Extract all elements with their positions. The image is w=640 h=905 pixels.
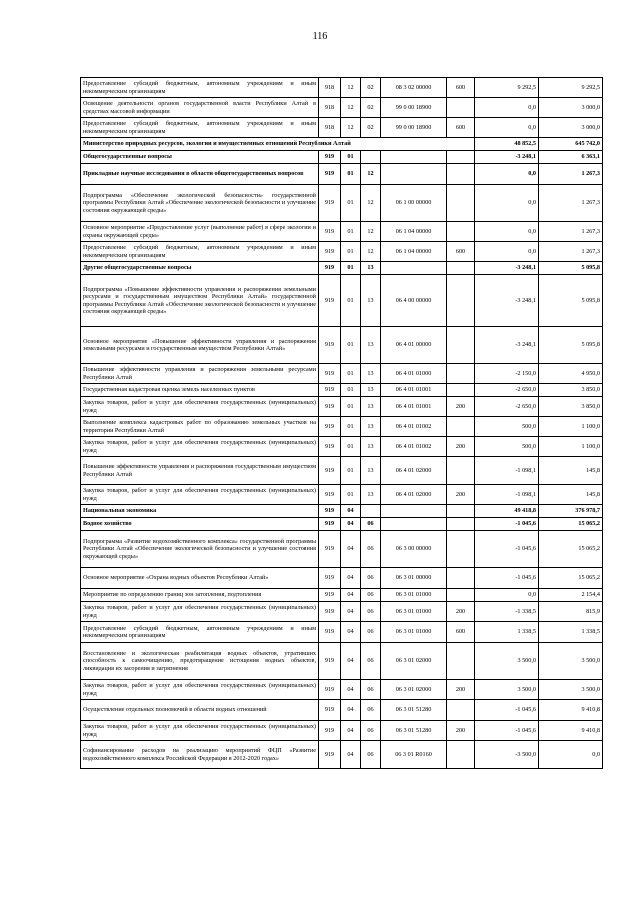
cell-vr: 200 xyxy=(447,680,475,700)
cell-name: Повышение эффективности управления и распоряжения земельными ресурсами Республики Алтай xyxy=(81,364,319,384)
cell-pr xyxy=(361,151,381,164)
cell-cs xyxy=(381,151,447,164)
cell-rz: 01 xyxy=(341,164,361,185)
cell-gr: 919 xyxy=(319,457,341,485)
cell-gr: 919 xyxy=(319,242,341,262)
cell-pr: 13 xyxy=(361,417,381,437)
cell-rz: 04 xyxy=(341,741,361,769)
cell-s1: -3 248,1 xyxy=(475,262,539,275)
cell-name: Другие общегосударственные вопросы xyxy=(81,262,319,275)
cell-s1: 3 500,0 xyxy=(475,680,539,700)
cell-pr: 13 xyxy=(361,262,381,275)
table-row xyxy=(81,680,603,700)
cell-pr: 12 xyxy=(361,222,381,242)
cell-name: Предоставление субсидий бюджетным, автономным учреждениям и иным некоммерческим организациям xyxy=(81,242,319,262)
cell-rz: 01 xyxy=(341,457,361,485)
cell-gr: 919 xyxy=(319,397,341,417)
cell-cs: 06 4 01 01001 xyxy=(381,397,447,417)
cell-s1: -1 045,6 xyxy=(475,568,539,589)
cell-s2: 1 267,3 xyxy=(539,222,603,242)
table-row xyxy=(81,164,603,185)
cell-vr xyxy=(447,643,475,680)
cell-cs: 06 3 01 01000 xyxy=(381,589,447,602)
cell-pr: 06 xyxy=(361,622,381,643)
cell-s2: 4 950,0 xyxy=(539,364,603,384)
cell-vr: 200 xyxy=(447,721,475,741)
cell-gr: 919 xyxy=(319,568,341,589)
cell-gr: 919 xyxy=(319,417,341,437)
table-row xyxy=(81,485,603,505)
cell-s1: 0,0 xyxy=(475,98,539,118)
cell-gr: 919 xyxy=(319,721,341,741)
cell-cs: 06 3 01 R0160 xyxy=(381,741,447,769)
cell-cs: 06 4 01 00000 xyxy=(381,327,447,364)
table-row xyxy=(81,397,603,417)
cell-pr: 06 xyxy=(361,643,381,680)
cell-cs: 06 1 04 00000 xyxy=(381,242,447,262)
cell-name: Подпрограмма «Повышение эффективности управления и распоряжения земельными ресурсами и государственным имуществом Республики Алтай» государственной программы Республики Алтай «Обеспечение экологической безопасности и улучшение состояния окружающей среды» xyxy=(81,275,319,327)
cell-s1: 0,0 xyxy=(475,589,539,602)
cell-pr: 13 xyxy=(361,275,381,327)
table-row xyxy=(81,518,603,531)
cell-vr xyxy=(447,98,475,118)
cell-vr xyxy=(447,518,475,531)
cell-gr: 919 xyxy=(319,384,341,397)
cell-name: Осуществление отдельных полномочий в области водных отношений xyxy=(81,700,319,721)
cell-s2: 9 410,8 xyxy=(539,721,603,741)
cell-vr: 600 xyxy=(447,78,475,98)
table-row xyxy=(81,505,603,518)
cell-name: Основное мероприятие «Предоставление услуг (выполнение работ) в сфере экологии и охраны окружающей среды» xyxy=(81,222,319,242)
table-row xyxy=(81,151,603,164)
cell-rz: 04 xyxy=(341,589,361,602)
cell-name: Подпрограмма «Обеспечение экологической безопасности» государственной программы Республики Алтай «Обеспечение экологической безопасности и улучшение состояния окружающей среды» xyxy=(81,185,319,222)
cell-cs: 06 4 01 01001 xyxy=(381,384,447,397)
cell-name: Государственная кадастровая оценка земель населенных пунктов xyxy=(81,384,319,397)
cell-pr: 12 xyxy=(361,164,381,185)
cell-s1: -2 650,0 xyxy=(475,384,539,397)
cell-s1: 9 292,5 xyxy=(475,78,539,98)
cell-s2: 0,0 xyxy=(539,741,603,769)
cell-cs: 06 4 01 01000 xyxy=(381,364,447,384)
cell-name: Прикладные научные исследования в области общегосударственных вопросов xyxy=(81,164,319,185)
cell-cs: 06 3 01 02000 xyxy=(381,643,447,680)
cell-pr: 13 xyxy=(361,437,381,457)
cell-name: Закупка товаров, работ и услуг для обеспечения государственных (муниципальных) нужд xyxy=(81,485,319,505)
table-row xyxy=(81,417,603,437)
table-row xyxy=(81,589,603,602)
cell-s2: 1 267,3 xyxy=(539,164,603,185)
cell-cs: 06 4 01 01002 xyxy=(381,437,447,457)
cell-rz: 01 xyxy=(341,275,361,327)
cell-s1: -1 045,6 xyxy=(475,518,539,531)
cell-s2: 6 363,1 xyxy=(539,151,603,164)
cell-cs: 08 3 02 00000 xyxy=(381,78,447,98)
cell-gr: 919 xyxy=(319,602,341,622)
table-row xyxy=(81,364,603,384)
cell-pr: 12 xyxy=(361,185,381,222)
cell-cs: 06 3 00 00000 xyxy=(381,531,447,568)
cell-cs: 06 1 04 00000 xyxy=(381,222,447,242)
cell-rz: 01 xyxy=(341,327,361,364)
cell-cs: 06 3 01 01000 xyxy=(381,622,447,643)
cell-cs: 06 3 01 51280 xyxy=(381,700,447,721)
cell-s2: 145,8 xyxy=(539,485,603,505)
table-body xyxy=(81,78,603,769)
cell-pr: 06 xyxy=(361,531,381,568)
table-row xyxy=(81,242,603,262)
cell-name: Предоставление субсидий бюджетным, автономным учреждениям и иным некоммерческим организациям xyxy=(81,78,319,98)
cell-pr: 12 xyxy=(361,242,381,262)
cell-rz: 04 xyxy=(341,518,361,531)
cell-s2: 3 500,0 xyxy=(539,680,603,700)
cell-gr: 919 xyxy=(319,518,341,531)
cell-vr xyxy=(447,164,475,185)
table-row xyxy=(81,384,603,397)
cell-name: Водное хозяйство xyxy=(81,518,319,531)
cell-s2: 1 100,0 xyxy=(539,437,603,457)
cell-gr: 919 xyxy=(319,164,341,185)
cell-vr xyxy=(447,262,475,275)
cell-cs: 06 3 01 02000 xyxy=(381,680,447,700)
table-row xyxy=(81,222,603,242)
cell-s2: 645 742,0 xyxy=(539,138,603,151)
cell-rz: 01 xyxy=(341,417,361,437)
cell-s2: 1 267,3 xyxy=(539,185,603,222)
page-number: 116 xyxy=(312,31,328,42)
cell-s1: 0,0 xyxy=(475,185,539,222)
cell-cs: 99 0 00 18900 xyxy=(381,118,447,138)
cell-pr: 13 xyxy=(361,485,381,505)
cell-s2: 2 154,4 xyxy=(539,589,603,602)
cell-gr: 919 xyxy=(319,364,341,384)
cell-cs xyxy=(381,164,447,185)
table-row xyxy=(81,700,603,721)
table-row xyxy=(81,185,603,222)
cell-rz: 12 xyxy=(341,78,361,98)
cell-vr xyxy=(447,741,475,769)
cell-s2: 1 267,3 xyxy=(539,242,603,262)
cell-gr: 919 xyxy=(319,485,341,505)
cell-s1: 0,0 xyxy=(475,222,539,242)
table-row xyxy=(81,275,603,327)
cell-s1: 500,0 xyxy=(475,417,539,437)
cell-name: Национальная экономика xyxy=(81,505,319,518)
cell-gr: 919 xyxy=(319,327,341,364)
cell-cs: 06 1 00 00000 xyxy=(381,185,447,222)
cell-rz: 04 xyxy=(341,531,361,568)
cell-vr xyxy=(447,700,475,721)
cell-rz: 12 xyxy=(341,118,361,138)
cell-pr: 13 xyxy=(361,327,381,364)
cell-rz: 01 xyxy=(341,185,361,222)
cell-s2: 5 095,8 xyxy=(539,262,603,275)
cell-pr: 13 xyxy=(361,397,381,417)
cell-s2: 145,8 xyxy=(539,457,603,485)
cell-name: Общегосударственные вопросы xyxy=(81,151,319,164)
cell-gr: 919 xyxy=(319,531,341,568)
cell-name: Восстановление и экологическая реабилитация водных объектов, утративших способность к самоочищению, предотвращение истощения водных объектов, ликвидация их засорения и загрязнения xyxy=(81,643,319,680)
cell-vr: 600 xyxy=(447,118,475,138)
cell-s1: -3 248,1 xyxy=(475,275,539,327)
cell-s2: 5 095,8 xyxy=(539,327,603,364)
cell-s1: 0,0 xyxy=(475,164,539,185)
table-row xyxy=(81,721,603,741)
cell-vr: 600 xyxy=(447,622,475,643)
cell-pr: 13 xyxy=(361,457,381,485)
cell-pr: 06 xyxy=(361,602,381,622)
cell-gr: 918 xyxy=(319,78,341,98)
cell-s1: 1 338,5 xyxy=(475,622,539,643)
cell-name: Закупка товаров, работ и услуг для обеспечения государственных (муниципальных) нужд xyxy=(81,680,319,700)
cell-vr xyxy=(447,222,475,242)
cell-s1: 500,0 xyxy=(475,437,539,457)
cell-gr: 919 xyxy=(319,589,341,602)
cell-rz: 04 xyxy=(341,505,361,518)
cell-pr: 02 xyxy=(361,98,381,118)
cell-gr: 919 xyxy=(319,741,341,769)
cell-s2: 1 100,0 xyxy=(539,417,603,437)
cell-name: Повышение эффективности управления и распоряжения государственным имуществом Республики Алтай xyxy=(81,457,319,485)
cell-s1: -1 045,6 xyxy=(475,531,539,568)
cell-pr: 13 xyxy=(361,364,381,384)
cell-cs: 06 3 01 00000 xyxy=(381,568,447,589)
cell-cs: 06 4 01 01002 xyxy=(381,417,447,437)
cell-s1: -3 500,0 xyxy=(475,741,539,769)
cell-pr: 02 xyxy=(361,118,381,138)
cell-s1: 0,0 xyxy=(475,118,539,138)
cell-s1: -1 045,6 xyxy=(475,700,539,721)
cell-s2: 9 410,8 xyxy=(539,700,603,721)
cell-vr: 200 xyxy=(447,602,475,622)
cell-vr xyxy=(447,384,475,397)
cell-s1: -3 248,1 xyxy=(475,327,539,364)
cell-rz: 01 xyxy=(341,262,361,275)
cell-s2: 15 065,2 xyxy=(539,568,603,589)
cell-gr: 919 xyxy=(319,222,341,242)
cell-name: Мероприятие по определению границ зон затопления, подтопления xyxy=(81,589,319,602)
cell-s1: 48 852,5 xyxy=(475,138,539,151)
table-row xyxy=(81,327,603,364)
cell-gr: 919 xyxy=(319,151,341,164)
cell-cs: 99 0 00 18900 xyxy=(381,98,447,118)
cell-rz: 01 xyxy=(341,151,361,164)
cell-s1: 0,0 xyxy=(475,242,539,262)
cell-rz: 01 xyxy=(341,242,361,262)
cell-pr: 06 xyxy=(361,589,381,602)
cell-rz: 12 xyxy=(341,98,361,118)
cell-rz: 04 xyxy=(341,643,361,680)
cell-s2: 3 850,0 xyxy=(539,397,603,417)
cell-pr xyxy=(361,505,381,518)
cell-s1: 3 500,0 xyxy=(475,643,539,680)
cell-vr xyxy=(447,568,475,589)
table-row xyxy=(81,262,603,275)
table-row xyxy=(81,118,603,138)
cell-cs: 06 3 01 51280 xyxy=(381,721,447,741)
cell-name: Предоставление субсидий бюджетным, автономным учреждениям и иным некоммерческим организациям xyxy=(81,622,319,643)
cell-vr xyxy=(447,505,475,518)
cell-s1: -3 248,1 xyxy=(475,151,539,164)
cell-vr: 200 xyxy=(447,485,475,505)
cell-vr xyxy=(447,457,475,485)
cell-s1: -2 150,0 xyxy=(475,364,539,384)
cell-rz: 04 xyxy=(341,680,361,700)
cell-vr xyxy=(447,275,475,327)
table-row xyxy=(81,98,603,118)
cell-gr: 919 xyxy=(319,622,341,643)
cell-s2: 3 850,0 xyxy=(539,384,603,397)
cell-s1: -1 045,6 xyxy=(475,721,539,741)
table-row xyxy=(81,643,603,680)
cell-name: Основное мероприятие «Охрана водных объектов Республики Алтай» xyxy=(81,568,319,589)
cell-name: Освещение деятельности органов государственной власти Республики Алтай в средствах массовой информации xyxy=(81,98,319,118)
cell-s2: 3 500,0 xyxy=(539,643,603,680)
cell-name: Закупка товаров, работ и услуг для обеспечения государственных (муниципальных) нужд xyxy=(81,602,319,622)
cell-name: Министерство природных ресурсов, экологии и имущественных отношений Республики Алтай xyxy=(81,138,475,151)
cell-cs: 06 4 01 02000 xyxy=(381,485,447,505)
cell-vr: 600 xyxy=(447,242,475,262)
cell-gr: 918 xyxy=(319,98,341,118)
cell-gr: 919 xyxy=(319,275,341,327)
cell-rz: 04 xyxy=(341,622,361,643)
cell-rz: 04 xyxy=(341,721,361,741)
cell-name: Подпрограмма «Развитие водохозяйственного комплекса» государственной программы Республики Алтай «Обеспечение экологической безопасности и улучшение состояния окружающей среды» xyxy=(81,531,319,568)
cell-vr xyxy=(447,151,475,164)
cell-s2: 9 292,5 xyxy=(539,78,603,98)
cell-pr: 06 xyxy=(361,700,381,721)
table-row xyxy=(81,568,603,589)
cell-cs: 06 4 00 00000 xyxy=(381,275,447,327)
table-row xyxy=(81,437,603,457)
cell-s1: -1 098,1 xyxy=(475,457,539,485)
cell-pr: 06 xyxy=(361,680,381,700)
cell-cs xyxy=(381,505,447,518)
cell-rz: 01 xyxy=(341,485,361,505)
cell-s2: 376 978,7 xyxy=(539,505,603,518)
cell-s2: 1 338,5 xyxy=(539,622,603,643)
cell-cs: 06 3 01 01000 xyxy=(381,602,447,622)
cell-vr: 200 xyxy=(447,437,475,457)
cell-pr: 06 xyxy=(361,518,381,531)
cell-name: Закупка товаров, работ и услуг для обеспечения государственных (муниципальных) нужд xyxy=(81,397,319,417)
cell-name: Закупка товаров, работ и услуг для обеспечения государственных (муниципальных) нужд xyxy=(81,437,319,457)
cell-name: Предоставление субсидий бюджетным, автономным учреждениям и иным некоммерческим организациям xyxy=(81,118,319,138)
table-row xyxy=(81,622,603,643)
cell-rz: 01 xyxy=(341,384,361,397)
cell-gr: 919 xyxy=(319,643,341,680)
table-row xyxy=(81,531,603,568)
cell-rz: 04 xyxy=(341,568,361,589)
cell-vr xyxy=(447,364,475,384)
budget-table xyxy=(80,77,603,769)
cell-name: Софинансирование расходов на реализацию мероприятий ФЦП «Развитие водохозяйственного комплекса Российской Федерации в 2012-2020 годах» xyxy=(81,741,319,769)
cell-cs xyxy=(381,262,447,275)
cell-s1: 49 418,8 xyxy=(475,505,539,518)
cell-rz: 04 xyxy=(341,602,361,622)
table-row xyxy=(81,602,603,622)
cell-gr: 918 xyxy=(319,118,341,138)
cell-s1: -1 338,5 xyxy=(475,602,539,622)
cell-rz: 01 xyxy=(341,437,361,457)
cell-s1: -1 098,1 xyxy=(475,485,539,505)
cell-s2: 15 065,2 xyxy=(539,531,603,568)
cell-vr: 200 xyxy=(447,397,475,417)
cell-rz: 01 xyxy=(341,364,361,384)
cell-rz: 01 xyxy=(341,397,361,417)
cell-cs xyxy=(381,518,447,531)
cell-rz: 01 xyxy=(341,222,361,242)
cell-gr: 919 xyxy=(319,505,341,518)
cell-vr xyxy=(447,531,475,568)
cell-s2: 3 000,0 xyxy=(539,98,603,118)
table-row xyxy=(81,457,603,485)
cell-pr: 13 xyxy=(361,384,381,397)
cell-gr: 919 xyxy=(319,680,341,700)
cell-gr: 919 xyxy=(319,700,341,721)
cell-name: Выполнение комплекса кадастровых работ по образованию земельных участков на территории Республики Алтай xyxy=(81,417,319,437)
cell-rz: 04 xyxy=(341,700,361,721)
table-row xyxy=(81,138,603,151)
table-row xyxy=(81,741,603,769)
cell-vr xyxy=(447,589,475,602)
table-row xyxy=(81,78,603,98)
cell-gr: 919 xyxy=(319,437,341,457)
cell-pr: 02 xyxy=(361,78,381,98)
cell-name: Закупка товаров, работ и услуг для обеспечения государственных (муниципальных) нужд xyxy=(81,721,319,741)
cell-vr xyxy=(447,417,475,437)
cell-name: Основное мероприятие «Повышение эффективности управления и распоряжения земельными ресурсами и государственным имуществом Республики Алтай» xyxy=(81,327,319,364)
cell-s2: 15 065,2 xyxy=(539,518,603,531)
cell-cs: 06 4 01 02000 xyxy=(381,457,447,485)
cell-vr xyxy=(447,327,475,364)
cell-pr: 06 xyxy=(361,721,381,741)
cell-s2: 5 095,8 xyxy=(539,275,603,327)
cell-vr xyxy=(447,185,475,222)
cell-gr: 919 xyxy=(319,262,341,275)
cell-pr: 06 xyxy=(361,741,381,769)
cell-s2: 815,9 xyxy=(539,602,603,622)
cell-s2: 3 000,0 xyxy=(539,118,603,138)
cell-pr: 06 xyxy=(361,568,381,589)
cell-s1: -2 650,0 xyxy=(475,397,539,417)
cell-gr: 919 xyxy=(319,185,341,222)
